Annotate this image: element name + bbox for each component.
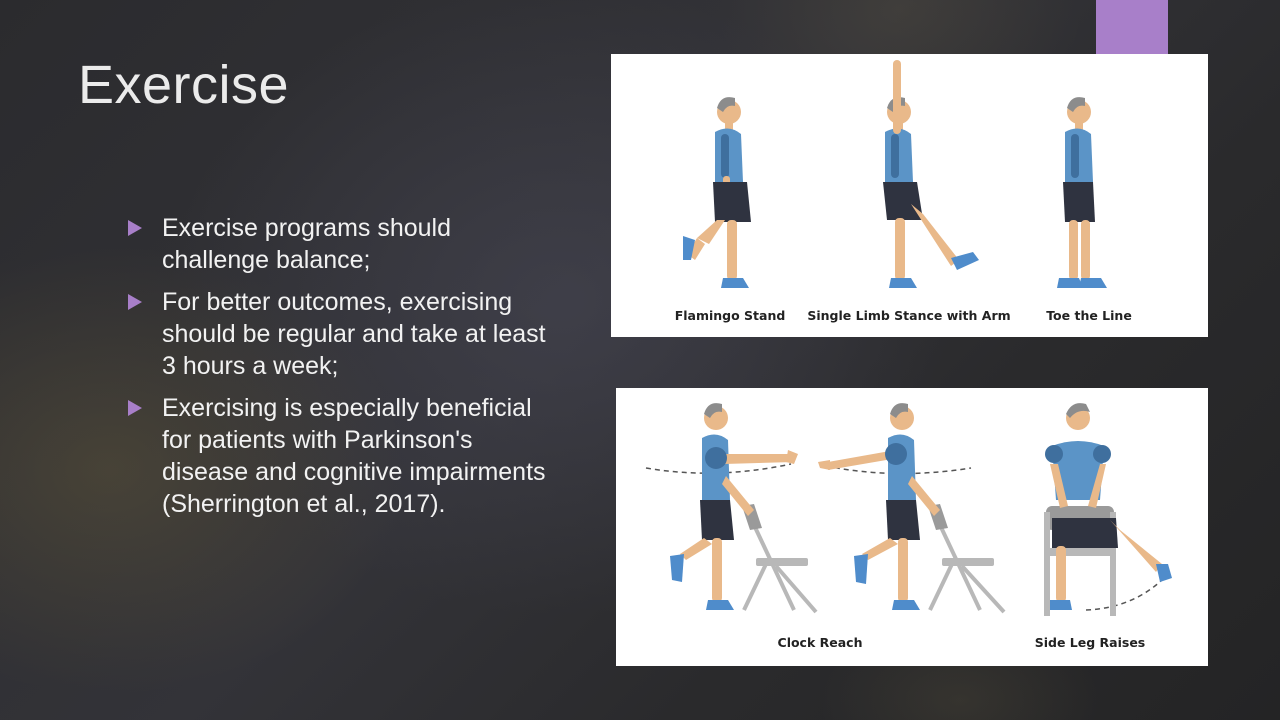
slide-title: Exercise	[78, 55, 290, 115]
caption-single-limb-stance: Single Limb Stance with Arm	[807, 308, 1011, 323]
flamingo-stand-figure	[683, 97, 751, 288]
bullet-text: For better outcomes, exercising should be regular and take at least 3 hours a week;	[162, 288, 546, 380]
caption-flamingo-stand: Flamingo Stand	[674, 308, 786, 323]
accent-bar	[1096, 0, 1168, 54]
single-limb-stance-figure	[883, 60, 979, 288]
bullet-text: Exercising is especially beneficial for patients with Parkinson's disease and cognitive impairments (Sherrington et al., 2017).	[162, 394, 546, 518]
bullet-arrow-icon	[128, 294, 142, 310]
balance-exercises-image	[611, 54, 1208, 337]
clock-reach-figure-2	[818, 403, 1004, 612]
clock-reach-figure-1	[670, 403, 816, 612]
caption-clock-reach: Clock Reach	[777, 635, 863, 650]
balance-exercises-illustration	[611, 54, 1208, 337]
caption-toe-the-line: Toe the Line	[1046, 308, 1132, 323]
bullet-arrow-icon	[128, 400, 142, 416]
bullet-item	[128, 392, 548, 520]
bullet-item	[128, 286, 548, 382]
side-leg-raises-figure	[1044, 403, 1172, 616]
bullet-text: Exercise programs should challenge balance;	[162, 214, 452, 274]
bullet-item	[128, 212, 548, 276]
toe-the-line-figure	[1057, 97, 1107, 288]
caption-side-leg-raises: Side Leg Raises	[1034, 635, 1146, 650]
bullet-list	[128, 212, 548, 530]
bullet-arrow-icon	[128, 220, 142, 236]
chair-exercises-image	[616, 388, 1208, 666]
chair-exercises-illustration	[616, 388, 1208, 666]
